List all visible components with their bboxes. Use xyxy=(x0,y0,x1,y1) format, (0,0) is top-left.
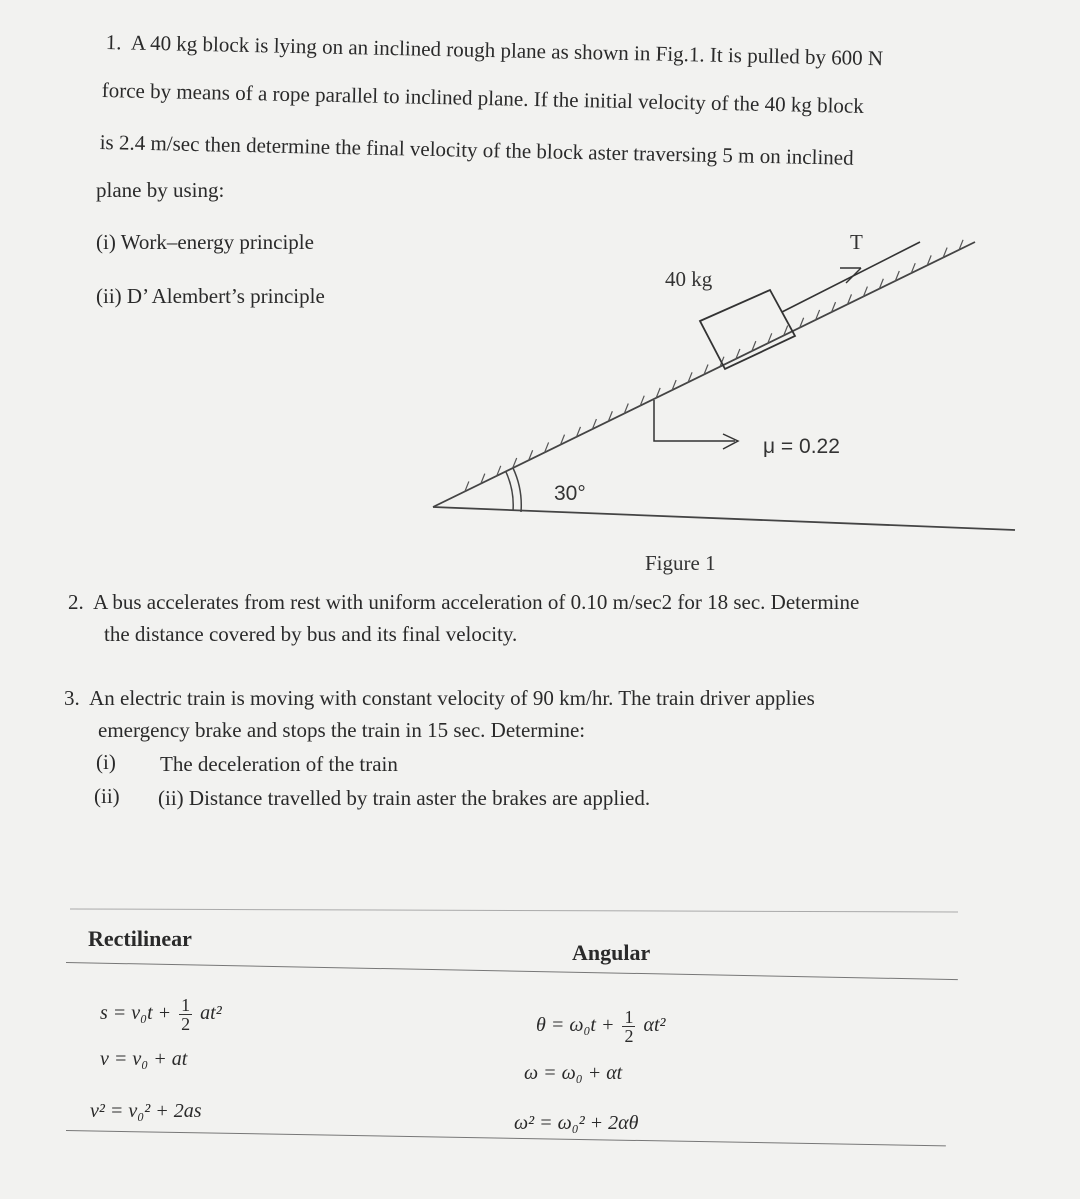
q1-line-2: force by means of a rope parallel to inclined plane. If the initial velocity of the 40 kg block xyxy=(101,78,864,118)
q1-part-ii: (ii) D’ Alembert’s principle xyxy=(96,284,325,308)
rect-eq-velocity-squared: v² = v₀² + 2as xyxy=(90,1100,202,1122)
q3-part-ii-text: (ii) Distance travelled by train aster the brakes are applied. xyxy=(158,786,651,810)
ang-eq-velocity: ω = ω₀ + αt xyxy=(524,1062,623,1084)
q2-number: 2. xyxy=(68,590,84,614)
angle-arc-outer xyxy=(513,468,521,512)
half-fraction: $\frac{1}{2}$ xyxy=(624,1007,634,1046)
tension-arrow-tail xyxy=(846,268,861,283)
friction-pointer xyxy=(654,400,735,441)
ang-eq-displacement: θ = ω₀t + $\frac{1}{2}$ αt² xyxy=(536,1007,666,1046)
half-fraction: $\frac{1}{2}$ xyxy=(181,995,191,1034)
q1-part-i: (i) Work–energy principle xyxy=(96,230,314,254)
table-header-rule xyxy=(66,962,958,980)
angle-label: 30° xyxy=(554,482,586,505)
q3-number: 3. xyxy=(64,686,80,710)
ground-line xyxy=(433,507,1015,530)
q3-line-2: emergency brake and stops the train in 15 sec. Determine: xyxy=(98,718,586,742)
tension-label: T xyxy=(850,230,863,254)
rectilinear-header: Rectilinear xyxy=(88,926,192,951)
figure-caption: Figure 1 xyxy=(645,551,716,575)
q1-number: 1. xyxy=(105,30,122,55)
block-40kg xyxy=(700,290,795,369)
rect-eq-displacement: s = v₀t + $\frac{1}{2}$ at² xyxy=(100,995,222,1034)
table-top-rule xyxy=(70,908,958,912)
incline-hatching xyxy=(465,240,963,492)
friction-label: μ = 0.22 xyxy=(763,435,840,458)
q1-line-4: plane by using: xyxy=(96,178,225,202)
angular-header: Angular xyxy=(572,940,651,965)
q1-line-1: 1. A 40 kg block is lying on an inclined rough plane as shown in Fig.1. It is pulled by 600 N xyxy=(105,30,884,71)
q3-part-i-text: The deceleration of the train xyxy=(160,752,398,776)
q2-line-2: the distance covered by bus and its final velocity. xyxy=(104,622,518,646)
q3-part-i-marker: (i) xyxy=(96,750,116,774)
ang-eq-velocity-squared: ω² = ω₀² + 2αθ xyxy=(514,1112,639,1134)
q1-line-3: is 2.4 m/sec then determine the final velocity of the block aster traversing 5 m on inclined xyxy=(99,130,854,170)
table-bottom-rule xyxy=(66,1130,946,1146)
q3-part-ii-marker: (ii) xyxy=(94,784,120,808)
q2-line-1: 2. A bus accelerates from rest with uniform acceleration of 0.10 m/sec2 for 18 sec. Determine xyxy=(68,590,860,614)
mass-label: 40 kg xyxy=(665,267,713,291)
q3-line-1: 3. An electric train is moving with constant velocity of 90 km/hr. The train driver applies xyxy=(64,686,815,710)
angle-arc-inner xyxy=(506,472,513,511)
rect-eq-velocity: v = v₀ + at xyxy=(100,1048,188,1070)
